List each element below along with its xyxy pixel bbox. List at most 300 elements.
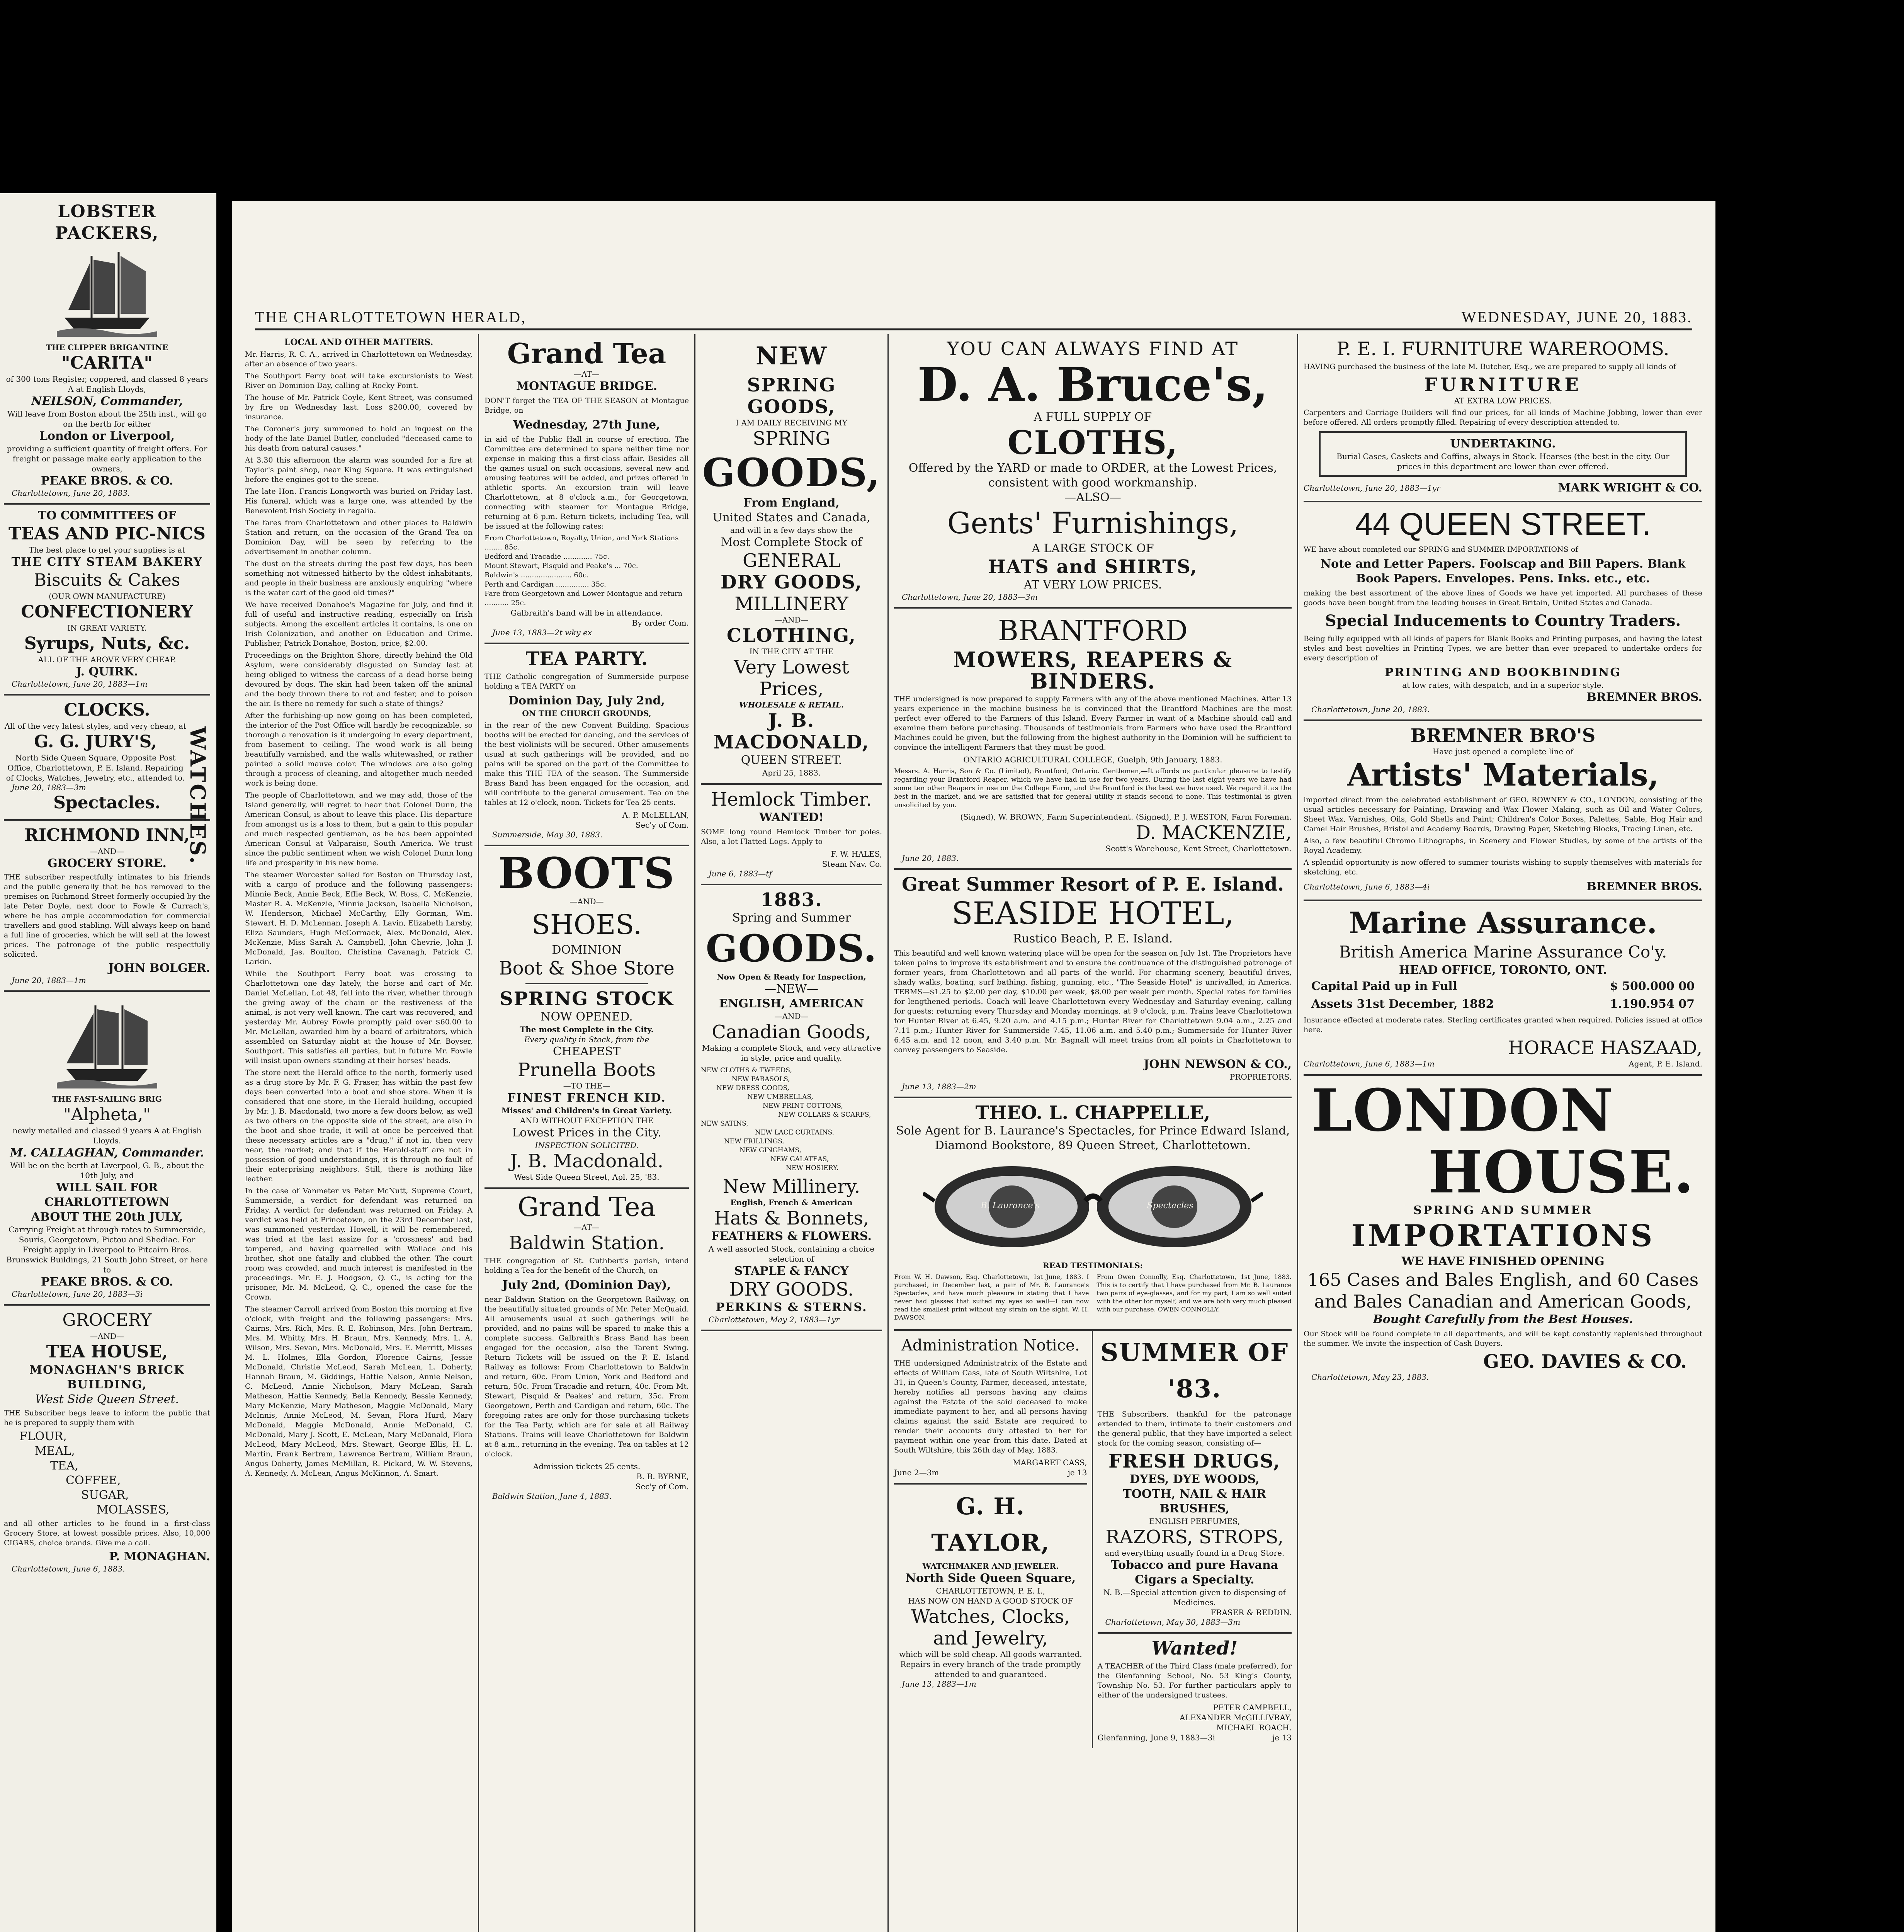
- brantford-heading: BRANTFORD: [998, 614, 1188, 647]
- seaside-ad: [894, 870, 1292, 1098]
- capital-label: Capital Paid up in Full: [1311, 980, 1457, 993]
- previous-page-fragment: [0, 193, 216, 1932]
- richmond-ad: [4, 821, 210, 992]
- lens-label-left: B. Laurance's: [981, 1201, 1040, 1211]
- brantford-date: June 20, 1883.: [902, 854, 959, 863]
- bought-carefully: Bought Carefully from the Best Houses.: [1373, 1313, 1633, 1326]
- wanted-heading: Wanted!: [1151, 1638, 1238, 1659]
- wholesale-retail: WHOLESALE & RETAIL.: [739, 700, 844, 709]
- bremner-stationery-ad: [1304, 502, 1702, 721]
- on-hand: HAS NOW ON HAND A GOOD STOCK OF: [908, 1596, 1073, 1605]
- peake-signature: PEAKE BROS. & CO.: [41, 474, 173, 488]
- goods-line: NEW DRESS GOODS,: [716, 1084, 789, 1092]
- prunella-boots: Prunella Boots: [517, 1059, 656, 1081]
- chappelle-ad: [894, 1098, 1292, 1331]
- goods-item: MEAL,: [35, 1444, 75, 1458]
- bremner-signature-2: BREMNER BROS.: [1586, 880, 1702, 893]
- wanted-footer: [1098, 1733, 1292, 1743]
- wanted-stamp: je 13: [1272, 1733, 1292, 1742]
- watchmaker: WATCHMAKER AND JEWELER.: [922, 1561, 1059, 1571]
- paper-name: THE CHARLOTTETOWN HERALD,: [255, 308, 526, 326]
- quirk-signature: J. QUIRK.: [76, 665, 138, 679]
- razors: RAZORS, STROPS,: [1105, 1526, 1284, 1548]
- fraser-signature: FRASER & REDDIN.: [1210, 1608, 1292, 1617]
- monaghan-signature: P. MONAGHAN.: [109, 1550, 210, 1563]
- chromo-text: Also, a few beautiful Chromo Lithographs, in Scenery and Flower Studies, by some of the artists of the Royal Academy.: [1304, 837, 1702, 855]
- haszard-footer: [1304, 1059, 1702, 1069]
- bremner-date-2: Charlottetown, June 6, 1883—4i: [1304, 882, 1430, 891]
- bolger-signature: JOHN BOLGER.: [108, 961, 210, 975]
- admin-text: THE undersigned Administratrix of the Estate and effects of William Cass, late of South Wiltshire, Lot 31, in Queen's County, Farmer, deceased, intestate, hereby notifies all persons having any claims against the Estate of the said deceased to make immediate payment to her, and all persons having claims against the said Estate are required to render their accounts duly attested to her for payment within one year from this date. Dated at South Wiltshire, this 26th day of May, 1883.: [894, 1359, 1087, 1454]
- goods-line: NEW LACE CURTAINS,: [755, 1129, 835, 1136]
- testimonial-text: Messrs. A. Harris, Son & Co. (Limited), Brantford, Ontario. Gentlemen,—It affords us particular pleasure to testify regarding your Brantford Reaper, which we have had in use for two years. During the last eight years we have had some ten other Reapers in use on the College Farm, and the Brantford is the best we have used. We regard it as the best in the market, and we are satisfied that for general utility it stands second to none. This testimonial is given unsolicited by you.: [894, 767, 1292, 809]
- bremners-heading: BREMNER BRO'S: [1410, 725, 1596, 747]
- bremner-date: Charlottetown, June 20, 1883.: [1311, 705, 1430, 714]
- well-assorted: A well assorted Stock, containing a choice selection of: [708, 1244, 875, 1264]
- college-label: ONTARIO AGRICULTURAL COLLEGE, Guelph, 9th January, 1883.: [963, 755, 1222, 764]
- inducements-text: Being fully equipped with all kinds of papers for Blank Books and Printing purposes, and having the latest styles and best novelties in Printing Types, we are better than ever prepared to undertake orders for every description of: [1304, 634, 1702, 662]
- brantford-text: THE undersigned is now prepared to supply Farmers with any of the above mentioned Machines. After 13 years experience in the machine business he is convinced that the Brantford Machines are the most perfect ever offered to the Farmers of this Island. Every Farmer in want of a Machine should call and examine them before purchasing. Thousands of testimonials from Farmers who have used the Brantford Machines could be given, but the following from the highest authority in the Dominion will be sufficient to convince the intelligent Farmers that they must be good.: [894, 695, 1292, 752]
- news-paragraph: The Southport Ferry boat will take excursionists to West River on Dominion Day, calling at Rocky Point.: [245, 372, 473, 390]
- now-opened: NOW OPENED.: [541, 1010, 633, 1024]
- bruce-ad: [894, 334, 1292, 609]
- about-20th: ABOUT THE 20th JULY,: [31, 1210, 183, 1224]
- tea-party-intro: THE Catholic congregation of Summerside purpose holding a TEA PARTY on: [484, 672, 689, 690]
- alpheta-text-2: Carrying Freight at through rates to Summerside, Souris, Georgetown, Pictou and Shediac. For Freight apply in Liverpool to Pitcairn Bros. Brunswick Buildings, 21 South John Street, or here to: [6, 1225, 208, 1274]
- news-paragraph: We have received Donahoe's Magazine for July, and find it full of useful and instructive reading, especially on Irish subjects. Among the excellent articles it contains, is one on Irish Colonization, and another on Education and Crime. Publisher, Patrick Donahoe, Boston, price, $2.00.: [245, 600, 473, 648]
- rustico-beach: Rustico Beach, P. E. Island.: [1013, 932, 1173, 946]
- tea-house: TEA HOUSE,: [46, 1342, 168, 1362]
- fares-list: [484, 534, 689, 608]
- assets-row: [1304, 995, 1702, 1013]
- fare-row: Bedford and Tracadie ............. 75c.: [484, 553, 609, 561]
- newson-role: PROPRIETORS.: [1229, 1072, 1292, 1082]
- admin-footer: [894, 1468, 1087, 1478]
- hats-bonnets: Hats & Bonnets,: [714, 1208, 869, 1229]
- spring-stock: SPRING STOCK: [500, 988, 674, 1010]
- all-cheap: ALL OF THE ABOVE VERY CHEAP.: [38, 655, 176, 664]
- wanted-label: WANTED!: [759, 811, 824, 824]
- news-paragraph: The fares from Charlottetown and other places to Baldwin Station and return, on the occasion of the Grand Tea on Dominion Day, will be seen by referring to the advertisement in another column.: [245, 519, 473, 556]
- taylor-city: CHARLOTTETOWN, P. E. I.,: [936, 1586, 1046, 1595]
- house-heading: HOUSE.: [1428, 1138, 1695, 1206]
- bremner-signature: BREMNER BROS.: [1586, 690, 1702, 704]
- goods-item: TEA,: [50, 1459, 79, 1473]
- tea-party-text: in the rear of the new Convent Building. Spacious booths will be erected for dancing, and the services of the best violinists will be secured. Other amusements usual at such gatherings will be provided, and no pains will be spared on the part of the Committee to make this THE TEA of the season. The Summerside Brass Band has been engaged for the occasion, and will contribute to the general amusement. Tea on the tables at 12 o'clock, noon. Tickets for Tea 25 cents.: [484, 721, 689, 807]
- signed-block: (Signed), W. BROWN, Farm Superintendent. (Signed), P. J. WESTON, Farm Foreman.: [960, 812, 1292, 821]
- north-side: North Side Queen Square,: [905, 1571, 1076, 1585]
- church-grounds: ON THE CHURCH GROUNDS,: [522, 709, 651, 718]
- jury-date: June 20, 1883—3m: [12, 783, 86, 792]
- jury-name: G. G. JURY'S,: [34, 732, 157, 752]
- carita-text-2: providing a sufficient quantity of freight offers. For freight or passage make early application to the owners,: [7, 444, 207, 473]
- issue-date: WEDNESDAY, JUNE 20, 1883.: [1461, 308, 1692, 326]
- mclellan-signature: A. P. McLELLAN,: [622, 810, 689, 820]
- teas-heading: TEAS AND PIC-NICS: [8, 524, 206, 544]
- and-without: AND WITHOUT EXCEPTION THE: [520, 1116, 654, 1125]
- finished-opening: WE HAVE FINISHED OPENING: [1401, 1255, 1605, 1268]
- united-states: United States and Canada,: [712, 511, 870, 524]
- tea-party-ad: [484, 644, 689, 846]
- extra-low: AT EXTRA LOW PRICES.: [1454, 396, 1552, 405]
- fare-row: Perth and Cardigan ............... 35c.: [484, 580, 606, 588]
- despatch: at low rates, with despatch, and in a superior style.: [1402, 680, 1604, 690]
- hemlock-heading: Hemlock Timber.: [711, 789, 872, 810]
- low-prices: AT VERY LOW PRICES.: [1023, 578, 1162, 592]
- seaside-hotel: SEASIDE HOTEL,: [951, 895, 1234, 931]
- goods-line: NEW PARASOLS,: [732, 1075, 790, 1083]
- montague-tea-ad: [484, 334, 689, 644]
- grand-tea-heading-2: Grand Tea: [517, 1192, 656, 1223]
- macdonald-spring-ad: [701, 334, 882, 785]
- queen-text-2: making the best assortment of the above lines of Goods we have yet imported. All purchases of these goods have been bought from the leading houses in Great Britain, United States and Canada.: [1304, 589, 1702, 607]
- clocks-heading: CLOCKS.: [64, 700, 150, 720]
- to-the: —TO THE—: [563, 1081, 610, 1090]
- goods-line: NEW PRINT COTTONS,: [763, 1102, 843, 1110]
- bakery-name: THE CITY STEAM BAKERY: [11, 555, 203, 569]
- trustee: ALEXANDER McGILLIVRAY,: [1180, 1713, 1292, 1722]
- furniture-ad: [1304, 334, 1702, 502]
- news-paragraph: While the Southport Ferry boat was crossing to Charlottetown one day lately, the horse and cart of Mr. Daniel McLellan, Lot 48, fell into the river, whether through the giving away of the chain or the restiveness of the animal, is not very well known. The cart was recovered, and yesterday Mr. Aubrey Fowle promptly paid over $60.00 to Mr. McLellan, awarded him by a board of arbitrators, which assembled on Saturday night at the house of Mr. Boyser, Southport. This satisfies all parties, but in future Mr. Fowle will insist upon owners standing at their horses' heads.: [245, 969, 473, 1065]
- davies-date: Charlottetown, May 23, 1883.: [1311, 1372, 1429, 1382]
- july-2nd: July 2nd, (Dominion Day),: [502, 1278, 671, 1292]
- seaside-text: This beautiful and well known watering place will be open for the season on July 1st. The Proprietors have taken pains to improve its establishment and to ensure the continuance of the distinguished patronage of former years, from Charlottetown and all parts of the world. For charming scenery, beautiful drives, shady walks, boating, surf bathing, fishing, gunning, etc., "The Seaside Hotel" is unrivalled, in America. TERMS—$1.25 to $2.00 per day, $10.00 per week, $8.00 per week per month. Special rates for families for lengthened periods. Coach will leave Charlottetown every Wednesday and Saturday evening, calling for guests; returning every Thursday and Monday mornings, at 9 o'clock, p.m. Trains leave Charlottetown for Hunter River at 6.45, 9.20 a.m. and 4.15 p.m.; Hunter River for Charlottetown 9.04 a.m., 2.25 and 7.11 p.m.; Hunter River for Summerside 7.45, 11.06 a.m. and 5.40 p.m.; Summerside for Hunter River 6.45 a.m. and 12 noon, and 3.40 p.m. Mr. Bagnall will meet trains from all points in Charlottetown to convey passengers to Seaside.: [894, 949, 1292, 1054]
- news-paragraph: The dust on the streets during the past few days, has been something not witnessed hitherto by the oldest inhabitants, and people in their business are anxiously enquiring "where is the water cart of the good old times?": [245, 560, 473, 597]
- peake-signature-2: PEAKE BROS. & CO.: [41, 1275, 173, 1289]
- spring-summer-label: SPRING AND SUMMER: [1413, 1204, 1593, 1217]
- most-complete: The most Complete in the City.: [520, 1025, 654, 1034]
- fraser-ad: [1098, 1331, 1292, 1634]
- trustee: PETER CAMPBELL,: [1213, 1703, 1292, 1712]
- davies-signature: GEO. DAVIES & CO.: [1483, 1351, 1687, 1372]
- marine-heading: Marine Assurance.: [1349, 906, 1657, 940]
- papers-list: Note and Letter Papers. Foolscap and Bill Papers. Blank Book Papers. Envelopes. Pens. Inks. etc., etc.: [1320, 557, 1686, 585]
- furniture-rooms: P. E. I. FURNITURE WAREROOMS.: [1336, 338, 1669, 360]
- everything: and everything usually found in a Drug Store.: [1105, 1548, 1285, 1558]
- goods-item: MOLASSES,: [97, 1503, 170, 1517]
- hales-date: June 6, 1883—tf: [709, 869, 772, 878]
- byrne-signature: B. B. BYRNE,: [636, 1472, 689, 1481]
- new-millinery: New Millinery.: [722, 1176, 860, 1197]
- boots-heading: BOOTS: [498, 848, 675, 898]
- misses-children: Misses' and Children's in Great Variety.: [501, 1106, 672, 1115]
- carita-desc: of 300 tons Register, coppered, and classed 8 years A at English Lloyds,: [6, 374, 208, 394]
- capital-value: $ 500.000 00: [1610, 980, 1695, 993]
- taylor-ad: [894, 1485, 1087, 1694]
- lowest-prices: Lowest Prices in the City.: [512, 1126, 661, 1139]
- goods-item: SUGAR,: [81, 1488, 129, 1502]
- alpheta-ad: [4, 992, 210, 1306]
- and-label-2: —AND—: [774, 1012, 809, 1021]
- admin-heading: Administration Notice.: [901, 1337, 1080, 1354]
- lens-label-right: Spectacles: [1147, 1201, 1193, 1211]
- administration-ad: [894, 1331, 1087, 1485]
- lobster-title: LOBSTER PACKERS,: [55, 202, 159, 243]
- hales-signature: F. W. HALES,: [831, 849, 882, 859]
- sold-cheap: which will be sold cheap. All goods warranted.: [899, 1650, 1082, 1659]
- new-label: —NEW—: [765, 982, 818, 996]
- ship-illustration-icon: [57, 248, 157, 337]
- jb-address: West Side Queen Street, Apl. 25, '83.: [514, 1172, 660, 1182]
- brig-label: THE FAST-SAILING BRIG: [52, 1094, 162, 1104]
- galbraith-note: Galbraith's band will be in attendance.: [510, 608, 663, 617]
- montague-heading: MONTAGUE BRIDGE.: [516, 379, 658, 393]
- in-city: IN THE CITY AT THE: [749, 647, 834, 656]
- jury-text: North Side Queen Square, Opposite Post Office, Charlottetown, P. E. Island. Repairing of Clocks, Watches, Jewelry, etc., attended to.: [6, 753, 185, 782]
- mackenzie-address: Scott's Warehouse, Kent Street, Charlottetown.: [1105, 844, 1292, 853]
- news-paragraph: In the case of Vanmeter vs Peter McNutt, Supreme Court, Summerside, a verdict for defendant was returned on Friday. A verdict for defendant was returned on Friday. A verdict was held at Princetown, on the 23rd December last, was summoned yesterday. Howell, it will be remembered, was tried at the last assize for a 'crossness' and had tampered, and having quarrelled with Wallace and his brother, shot one fatally and clubbed the other. The court room was crowded, and much interest is manifested in the proceedings. Mr. E. J. Hodgson, Q. C., is acting for the prisoner, Mr. M. McLeod, Q. C., opened the case for the Crown.: [245, 1187, 473, 1301]
- column-four-bottom-right: [1093, 1331, 1292, 1748]
- canadian-goods: Canadian Goods,: [712, 1021, 871, 1043]
- furniture-footer: [1304, 481, 1702, 495]
- testimonials-heading: READ TESTIMONIALS:: [1042, 1261, 1143, 1270]
- alpheta-desc: newly metalled and classed 9 years A at English Lloyds.: [12, 1126, 202, 1145]
- furniture-heading: FURNITURE: [1424, 374, 1582, 396]
- news-paragraph: The store next the Herald office to the north, formerly used as a drug store by Mr. F. G. Fraser, has within the past few days been converted into a boot and shoe store. When it is considered that one store, in the Herald building, occupied by Mr. J. B. Macdonald, two more a few doors below, as well as two others on the opposite side of the street, are also in the boot and shoe trade, it will at once be perceived that these necessary articles are a "drug," if not in, then very near, the market; and that if the Herald-staff are not in possession of good understandings, it is through no fault of their enterprising neighbors. Still, there is nothing like leather.: [245, 1068, 473, 1183]
- teas-text: The best place to get your supplies is at: [29, 545, 185, 554]
- great-variety: IN GREAT VARIETY.: [67, 623, 147, 633]
- stock-text: Our Stock will be found complete in all departments, and will be kept constantly replenished throughout the summer. We invite the inspection of Cash Buyers.: [1304, 1330, 1702, 1348]
- brigantine-label: THE CLIPPER BRIGANTINE: [46, 343, 168, 352]
- montague-date: Wednesday, 27th June,: [513, 418, 660, 432]
- biscuits: Biscuits & Cakes: [34, 570, 180, 590]
- carita-text: Will leave from Boston about the 25th inst., will go on the berth for either: [7, 409, 207, 429]
- watches-vertical: WATCHES.: [185, 726, 210, 866]
- dominion-boots-ad: [484, 846, 689, 1189]
- millinery: MILLINERY: [734, 593, 848, 615]
- furniture-intro: HAVING purchased the business of the late M. Butcher, Esq., we are prepared to supply all kinds of: [1304, 362, 1676, 371]
- jb-date: April 25, 1883.: [762, 768, 821, 777]
- queen-44: 44 QUEEN STREET.: [1355, 507, 1651, 542]
- every-quality: Every quality in Stock, from the: [524, 1035, 649, 1044]
- head-office: HEAD OFFICE, TORONTO, ONT.: [1399, 963, 1607, 977]
- column-four: [889, 334, 1298, 1932]
- queen-street: QUEEN STREET.: [741, 753, 842, 767]
- montague-text: in aid of the Public Hall in course of erection. The Committee are determined to spare neither time nor expense in making this a first-class affair. Besides all the games usual on such occasions, several new and amusing features will be added, and prizes offered in athletic sports. An excursion train will leave Charlottetown, at 8 o'clock a.m., for Georgetown, connecting with steamer for Montague Bridge, returning at 6 p.m. Return tickets, including Tea, will be issued at the following rates:: [484, 435, 689, 531]
- syrups: Syrups, Nuts, &c.: [24, 634, 190, 653]
- testimonials-row: [894, 1270, 1292, 1324]
- newspaper-page: [232, 201, 1715, 1932]
- alpheta-text: Will be on the berth at Liverpool, G. B., about the 10th July, and: [10, 1161, 204, 1180]
- spectacles-heading: Spectacles.: [53, 793, 161, 813]
- baldwin-intro: THE congregation of St. Cuthbert's parish, intend holding a Tea for the benefit of the Church, on: [484, 1257, 689, 1275]
- richmond-and: —AND—: [90, 847, 124, 856]
- year-heading: 1883.: [760, 889, 823, 911]
- at-label-2: —AT—: [574, 1223, 600, 1232]
- news-paragraph: The Coroner's jury summoned to hold an inquest on the body of the late Daniel Butler, concluded "deceased came to his death from natural causes.": [245, 425, 473, 452]
- summer-text: THE Subscribers, thankful for the patronage extended to them, intimate to their customers and the general public, that they have imported a select stock for the coming season, consisting of—: [1097, 1410, 1292, 1447]
- hemlock-ad: [701, 785, 882, 885]
- baldwin-station: Baldwin Station.: [508, 1232, 665, 1254]
- printing: PRINTING AND BOOKBINDING: [1384, 666, 1622, 679]
- fraser-date: Charlottetown, May 30, 1883—3m: [1105, 1617, 1241, 1627]
- baldwin-admission: Admission tickets 25 cents.: [533, 1462, 641, 1471]
- english-american: ENGLISH, AMERICAN: [719, 997, 864, 1010]
- taylor-name: G. H. TAYLOR,: [931, 1493, 1050, 1556]
- hemlock-text: SOME long round Hemlock Timber for poles. Also, a lot Flatted Logs. Apply to: [701, 828, 882, 846]
- admin-date: June 2—3m: [894, 1468, 939, 1477]
- haszard-name: HORACE HASZAAD,: [1508, 1037, 1702, 1059]
- montague-stamp: June 13, 1883—2t wky ex: [492, 628, 592, 637]
- few-days: and will in a few days show the: [730, 526, 853, 535]
- peake-date-2: Charlottetown, June 20, 1883—3i: [12, 1289, 143, 1299]
- artists-footer: [1304, 879, 1702, 894]
- news-paragraph: The people of Charlottetown, and we may add, those of the Island generally, will regret to hear that Colonel Dunn, the American Consul, is about to leave this place. His departure from amongst us is a loss to them, but a gain to this popular and much respected gentleman, as he has been appointed American Consul at Valparaiso, South America. We trust since the public sentiment when we wish Colonel Dunn long life and prosperity in his new home.: [245, 791, 473, 867]
- will-sail: WILL SAIL FOR CHARLOTTETOWN: [44, 1181, 170, 1209]
- bolger-date: June 20, 1883—1m: [12, 976, 86, 985]
- richmond-text: THE subscriber respectfully intimates to his friends and the public generally that he has removed to the premises on Richmond Street formerly occupied by the late Peter Doyle, next door to Fowle & Currach's, where he has ample accommodation for commercial travellers and good stabling. Will always keep on hand a full line of groceries, which he will sell at the lowest prices. The patronage of the public respectfully solicited.: [4, 873, 210, 959]
- clothing: CLOTHING,: [726, 625, 857, 646]
- wanted-text: A TEACHER of the Third Class (male preferred), for the Glenfanning School, No. 53 King's County, Township No. 53. For further particulars apply to either of the undersigned trustees.: [1097, 1662, 1292, 1699]
- news-paragraph: The late Hon. Francis Longworth was buried on Friday last. His funeral, which was a large one, was attended by the Benevolent Irish Society in regalia.: [245, 487, 473, 515]
- perfumes: ENGLISH PERFUMES,: [1149, 1517, 1240, 1526]
- richmond-inn: RICHMOND INN,: [24, 825, 190, 845]
- london-liverpool: London or Liverpool,: [39, 429, 175, 443]
- admin-stamp: je 13: [1068, 1468, 1087, 1477]
- jb-macdonald-name: J. B. MACDONALD,: [713, 710, 870, 753]
- spectacles-icon: [923, 1158, 1263, 1255]
- haszard-date: Charlottetown, June 6, 1883—1m: [1304, 1059, 1435, 1068]
- most-complete-stock: Most Complete Stock of: [721, 536, 862, 549]
- gents-furnishings: Gents' Furnishings,: [947, 506, 1239, 540]
- baldwin-date: Baldwin Station, June 4, 1883.: [492, 1492, 612, 1501]
- monaghan-text: THE Subscriber begs leave to inform the public that he is prepared to supply them with: [4, 1409, 210, 1427]
- wanted-date: Glenfanning, June 9, 1883—3i: [1097, 1733, 1215, 1742]
- also-label: —ALSO—: [1064, 491, 1121, 504]
- perkins-signature: PERKINS & STERNS.: [716, 1301, 867, 1314]
- goods-list: [4, 1429, 210, 1517]
- committees-heading: TO COMMITTEES OF: [37, 509, 177, 522]
- local-matters-heading: LOCAL AND OTHER MATTERS.: [284, 337, 434, 347]
- cloths-heading: CLOTHS,: [1007, 423, 1178, 462]
- news-paragraph: After the furbishing-up now going on has been completed, the interior of the Post Office will hardly be recognizable, so thorough a renovation is it undergoing in every department, from basement to ceiling. The wood work is all being beautifully varnished, and the walls whitewashed, or rather painted a solid mauve color. The windows are also going through a process of cleaning, and altogether much needed work is being done.: [245, 711, 473, 787]
- always-find: YOU CAN ALWAYS FIND AT: [947, 338, 1239, 360]
- bruce-name: D. A. Bruce's,: [917, 357, 1268, 412]
- spectacles-illustration: [923, 1158, 1263, 1255]
- column-five: [1298, 334, 1708, 1932]
- insurance-text: Insurance effected at moderate rates. Sterling certificates granted when required. Policies issued at office here.: [1304, 1016, 1702, 1034]
- brushes: TOOTH, NAIL & HAIR BRUSHES,: [1123, 1487, 1266, 1515]
- dominion-label: DOMINION: [552, 943, 622, 957]
- shoes-heading: SHOES.: [531, 909, 642, 940]
- staple-fancy: STAPLE & FANCY: [734, 1264, 849, 1278]
- fare-row: Mount Stewart, Pisquid and Peake's ... 70c.: [484, 562, 638, 570]
- margaret-signature: MARGARET CASS,: [1013, 1458, 1087, 1467]
- trustee: MICHAEL ROACH.: [1216, 1723, 1292, 1732]
- column-four-bottom-left: [894, 1331, 1093, 1748]
- importations-heading: IMPORTATIONS: [1351, 1218, 1655, 1253]
- testimonial-left: From W. H. Dawson, Esq. Charlottetown, 1st June, 1883. I purchased, in December last, a pair of Mr. B. Laurance's Spectacles, and have much pleasure in stating that I have never had glasses that suited my eyes so well—I can now read the smallest print without any strain on the sight. W. H. DAWSON.: [894, 1273, 1089, 1321]
- inspection: INSPECTION SOLICITED.: [535, 1141, 639, 1150]
- news-paragraph: The house of Mr. Patrick Coyle, Kent Street, was consumed by fire on Wednesday last. Loss $200.00, covered by insurance.: [245, 393, 473, 421]
- peake-date: Charlottetown, June 20, 1883.: [12, 488, 130, 498]
- new-heading: NEW: [755, 342, 828, 371]
- british-america: British America Marine Assurance Co'y.: [1339, 942, 1667, 961]
- repairs-text: Repairs in every branch of the trade promptly attended to and guaranteed.: [900, 1660, 1081, 1679]
- goods-line: NEW FRILLINGS,: [724, 1138, 784, 1145]
- grand-tea-heading: Grand Tea: [507, 337, 666, 370]
- monaghan-date: Charlottetown, June 6, 1883.: [12, 1564, 125, 1573]
- mackenzie-signature: D. MACKENZIE,: [1136, 822, 1292, 844]
- boots-and: —AND—: [570, 897, 604, 906]
- nb-text: N. B.—Special attention given to dispensing of Medicines.: [1103, 1588, 1286, 1607]
- hales-company: Steam Nav. Co.: [822, 859, 882, 869]
- summer-83: SUMMER OF '83.: [1100, 1338, 1289, 1403]
- goods-line: NEW SATINS,: [701, 1120, 748, 1128]
- queen-text: WE have about completed our SPRING and SUMMER IMPORTATIONS of: [1304, 545, 1578, 554]
- tea-party-heading: TEA PARTY.: [525, 648, 648, 670]
- fare-row: Baldwin's ....................... 60c.: [484, 571, 589, 579]
- undertaking-box: [1319, 431, 1687, 477]
- clocks-text: All of the very latest styles, and very cheap, at: [4, 721, 187, 731]
- chappelle-text: Sole Agent for B. Laurance's Spectacles, for Prince Edward Island, Diamond Bookstore, 89 Queen Street, Charlottetown.: [896, 1124, 1290, 1152]
- just-opened: Have just opened a complete line of: [1432, 747, 1574, 756]
- montague-intro: DON'T forget the TEA OF THE SEASON at Montague Bridge, on: [484, 396, 689, 415]
- new-goods-list: [701, 1063, 882, 1176]
- london-heading: LONDON: [1311, 1077, 1614, 1145]
- grocery-store: GROCERY STORE.: [48, 857, 167, 870]
- carita-commander: NEILSON, Commander,: [31, 395, 183, 408]
- grocery-heading: GROCERY: [62, 1310, 152, 1330]
- column-four-bottom-row: [894, 1331, 1292, 1748]
- dry-goods-2: DRY GOODS.: [729, 1279, 854, 1300]
- hats-shirts: HATS and SHIRTS,: [988, 556, 1198, 578]
- brig-illustration-icon: [57, 1000, 157, 1088]
- tea-party-date: Summerside, May 30, 1883.: [492, 830, 603, 839]
- bakery-ad: [4, 505, 210, 696]
- byrne-role: Sec'y of Com.: [635, 1482, 689, 1491]
- testimonial-right: From Owen Connolly, Esq. Charlottetown, 1st June, 1883. This is to certify that I have purchased from Mr. B. Laurance two pairs of eye-glasses, and for my part, I am so well suited with the other for myself, and we are both very much pleased with our purchase. OWEN CONNOLLY.: [1096, 1273, 1292, 1313]
- own-manufacture: (OUR OWN MANUFACTURE): [48, 592, 166, 601]
- monaghan-text-2: and all other articles to be found in a first-class Grocery Store, at lowest possible prices. Also, 10,000 CIGARS, choice brands. Give me a call.: [4, 1519, 210, 1547]
- daily-receiving: I AM DAILY RECEIVING MY: [736, 418, 847, 427]
- bruce-date: Charlottetown, June 20, 1883—3m: [902, 592, 1038, 602]
- resort-heading: Great Summer Resort of P. E. Island.: [901, 874, 1284, 895]
- goods-item: COFFEE,: [66, 1474, 121, 1487]
- boot-shoe-store: Boot & Shoe Store: [499, 957, 675, 979]
- tobacco: Tobacco and pure Havana Cigars a Specialty.: [1111, 1558, 1278, 1587]
- feathers-flowers: FEATHERS & FLOWERS.: [711, 1230, 872, 1243]
- full-supply: A FULL SUPPLY OF: [1034, 410, 1152, 424]
- mowers-heading: MOWERS, REAPERS & BINDERS.: [953, 647, 1233, 694]
- spring-goods-heading: SPRING GOODS,: [747, 374, 836, 418]
- general-label: GENERAL: [742, 550, 841, 571]
- mclellan-role: Sec'y of Com.: [635, 820, 689, 830]
- goods-item: FLOUR,: [19, 1430, 67, 1443]
- goods-line: NEW GINGHAMS,: [740, 1146, 801, 1154]
- finest-french: FINEST FRENCH KID.: [507, 1091, 666, 1105]
- teacher-wanted-ad: [1098, 1634, 1292, 1748]
- divider: [525, 983, 648, 984]
- masthead: [255, 305, 1692, 330]
- perkins-ad: [701, 885, 882, 1331]
- fresh-drugs: FRESH DRUGS,: [1108, 1451, 1281, 1472]
- watches-clocks: Watches, Clocks, and Jewelry,: [911, 1606, 1070, 1649]
- by-order: By order Com.: [632, 618, 689, 628]
- mark-wright: MARK WRIGHT & CO.: [1558, 481, 1702, 495]
- cases-english: 165 Cases and Bales English, and 60 Cases and Bales Canadian and American Goods,: [1307, 1269, 1699, 1312]
- assets-label: Assets 31st December, 1882: [1311, 997, 1494, 1011]
- now-open: Now Open & Ready for Inspection,: [717, 972, 866, 981]
- goods-line: NEW COLLARS & SCARFS,: [778, 1111, 871, 1119]
- west-side: West Side Queen Street.: [35, 1393, 179, 1406]
- goods-heading: GOODS,: [702, 450, 881, 495]
- news-paragraph: The steamer Worcester sailed for Boston on Thursday last, with a cargo of produce and the following passengers: Minnie Beck, Annie Beck, Effie Beck, W. Ross, C. McKenzie, Master R. A. McKenzie, Minnie Jackson, Isabella Nicholson, W. Henderson, Michael McCarthy, Elly Gorman, Wm. Stewart, H. D. McLennan, Joseph A. Lavin, Elizabeth Larsby, Eliza Saunders, Hugh McCormack, Alex. McDonald, Alex. McKenzie, Miss Sarah A. Campbell, John Chevrie, John J. McDonald, Jas. Boulton, Christina Cavanagh, Patrick C. Larkin.: [245, 871, 473, 966]
- alpheta-name: "Alpheta,": [63, 1105, 151, 1124]
- column-three: [695, 334, 889, 1932]
- haszard-role: Agent, P. E. Island.: [1629, 1059, 1702, 1068]
- artists-materials-ad: [1304, 721, 1702, 901]
